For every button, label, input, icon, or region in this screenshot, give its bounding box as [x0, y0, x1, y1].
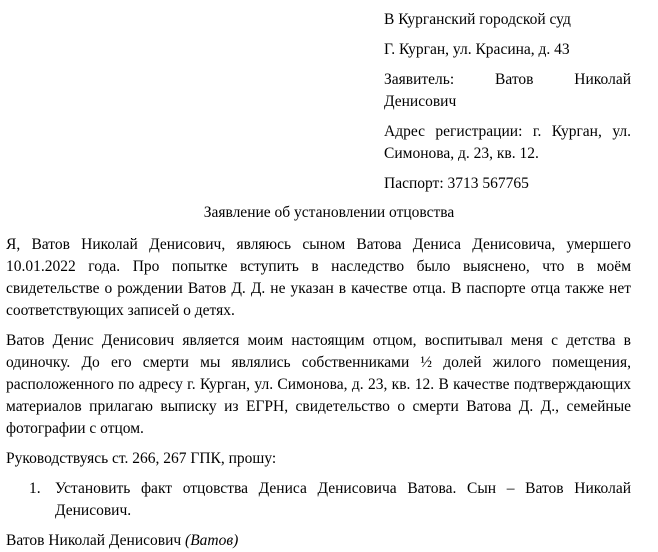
list-item — [6, 478, 631, 522]
signature-line — [6, 530, 631, 552]
paragraph-1: Я, Ватов Николай Денисович, являюсь сыном Ватова Дениса Денисовича, умершего 10.01.2022 года. Про попытке вступить в наследство было выяснено, что в моём свидетельстве о рождении Ватов Д. Д. не указан в качестве отца. В паспорте отца также нет соответствующих записей о детях. — [6, 236, 631, 319]
passport-number: Паспорт: 3713 567765 — [384, 175, 529, 192]
paragraph-2: Ватов Денис Денисович является моим настоящим отцом, воспитывал меня с детства в одиночку. До его смерти мы являлись собственниками ½ долей жилого помещения, расположенного по адресу г. Курган, ул. Симонова, д. 23, кв. 12. В качестве подтверждающих материалов прилагаю выписку из ЕГРН, свидетельство о смерти Ватова Д. Д., семейные фотографии с отцом. — [6, 332, 631, 437]
request-list — [6, 478, 631, 522]
registration-address: Адрес регистрации: г. Курган, ул. Симонова, д. 23, кв. 12. — [384, 123, 631, 162]
court-name: В Курганский городской суд — [384, 11, 571, 28]
document-body — [6, 234, 631, 552]
handwritten-signature: (Ватов) — [185, 532, 239, 549]
signer-name: Ватов Николай Денисович — [6, 532, 182, 549]
addressee-block — [384, 9, 631, 203]
court-address: Г. Курган, ул. Красина, д. 43 — [384, 41, 570, 58]
request-lead: Руководствуясь ст. 266, 267 ГПК, прошу: — [6, 450, 277, 467]
document-title: Заявление об установлении отцовства — [203, 204, 455, 221]
list-item-number: 1. — [29, 480, 41, 497]
applicant-name: Заявитель: Ватов Николай Денисович — [384, 71, 631, 110]
list-item-text: Установить факт отцовства Дениса Денисовича Ватова. Сын – Ватов Николай Денисович. — [55, 480, 631, 519]
